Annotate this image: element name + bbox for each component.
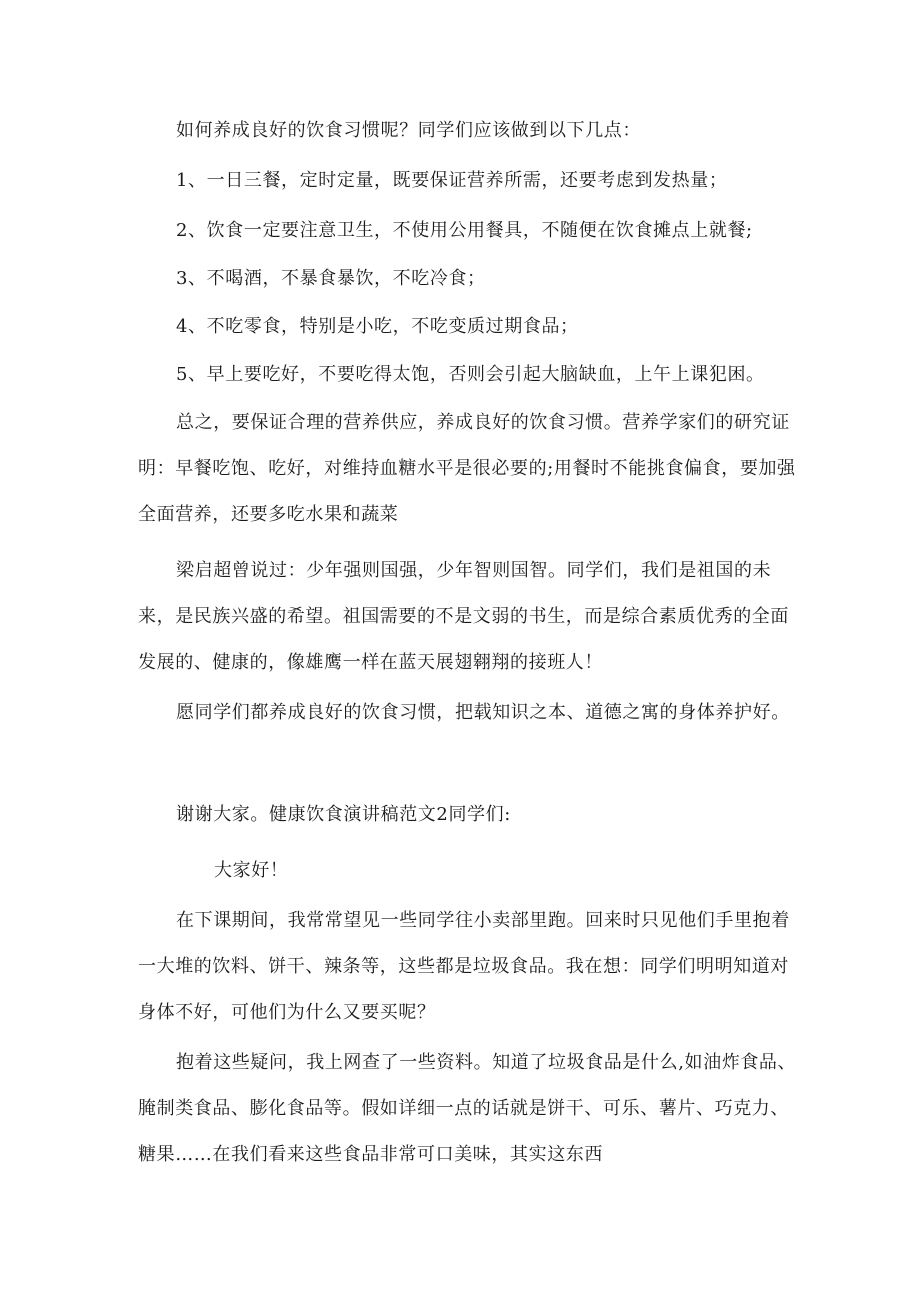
quote-paragraph: 梁启超曾说过：少年强则国强，少年智则国智。同学们，我们是祖国的未来，是民族兴盛的希望。祖国需要的不是文弱的书生，而是综合素质优秀的全面发展的、健康的，像雄鹰一样在蓝天展翅翱翔的接班人！ — [138, 560, 789, 673]
summary-paragraph: 总之，要保证合理的营养供应，养成良好的饮食习惯。营养学家们的研究证明：早餐吃饱、吃好，对维持血糖水平是很必要的;用餐时不能挑食偏食，要加强全面营养，还要多吃水果和蔬菜 — [138, 412, 796, 525]
research-paragraph: 抱着这些疑问，我上网查了一些资料。知道了垃圾食品是什么,如油炸食品、腌制类食品、膨化食品等。假如详细一点的话就是饼干、可乐、薯片、巧克力、糖果……在我们看来这些食品非常可口美味，其实这东西 — [138, 1052, 797, 1165]
list-item-3: 3、不喝酒，不暴食暴饮，不吃冷食； — [176, 268, 486, 289]
wish-paragraph: 愿同学们都养成良好的饮食习惯，把载知识之本、道德之寓的身体养护好。 — [176, 702, 790, 723]
observation-paragraph: 在下课期间，我常常望见一些同学往小卖部里跑。回来时只见他们手里抱着一大堆的饮料、饼干、辣条等，这些都是垃圾食品。我在想：同学们明明知道对身体不好，可他们为什么又要买呢？ — [138, 910, 790, 1023]
greeting-line: 大家好！ — [214, 860, 289, 881]
list-item-4: 4、不吃零食，特别是小吃，不吃变质过期食品； — [176, 316, 579, 337]
thanks-paragraph: 谢谢大家。健康饮食演讲稿范文2同学们: — [176, 804, 511, 825]
list-item-1: 1、一日三餐，定时定量，既要保证营养所需，还要考虑到发热量； — [176, 170, 728, 191]
intro-paragraph: 如何养成良好的饮食习惯呢？同学们应该做到以下几点： — [176, 120, 641, 141]
list-item-2: 2、饮食一定要注意卫生，不使用公用餐具，不随便在饮食摊点上就餐; — [176, 220, 753, 241]
list-item-5: 5、早上要吃好，不要吃得太饱，否则会引起大脑缺血，上午上课犯困。 — [176, 364, 765, 385]
